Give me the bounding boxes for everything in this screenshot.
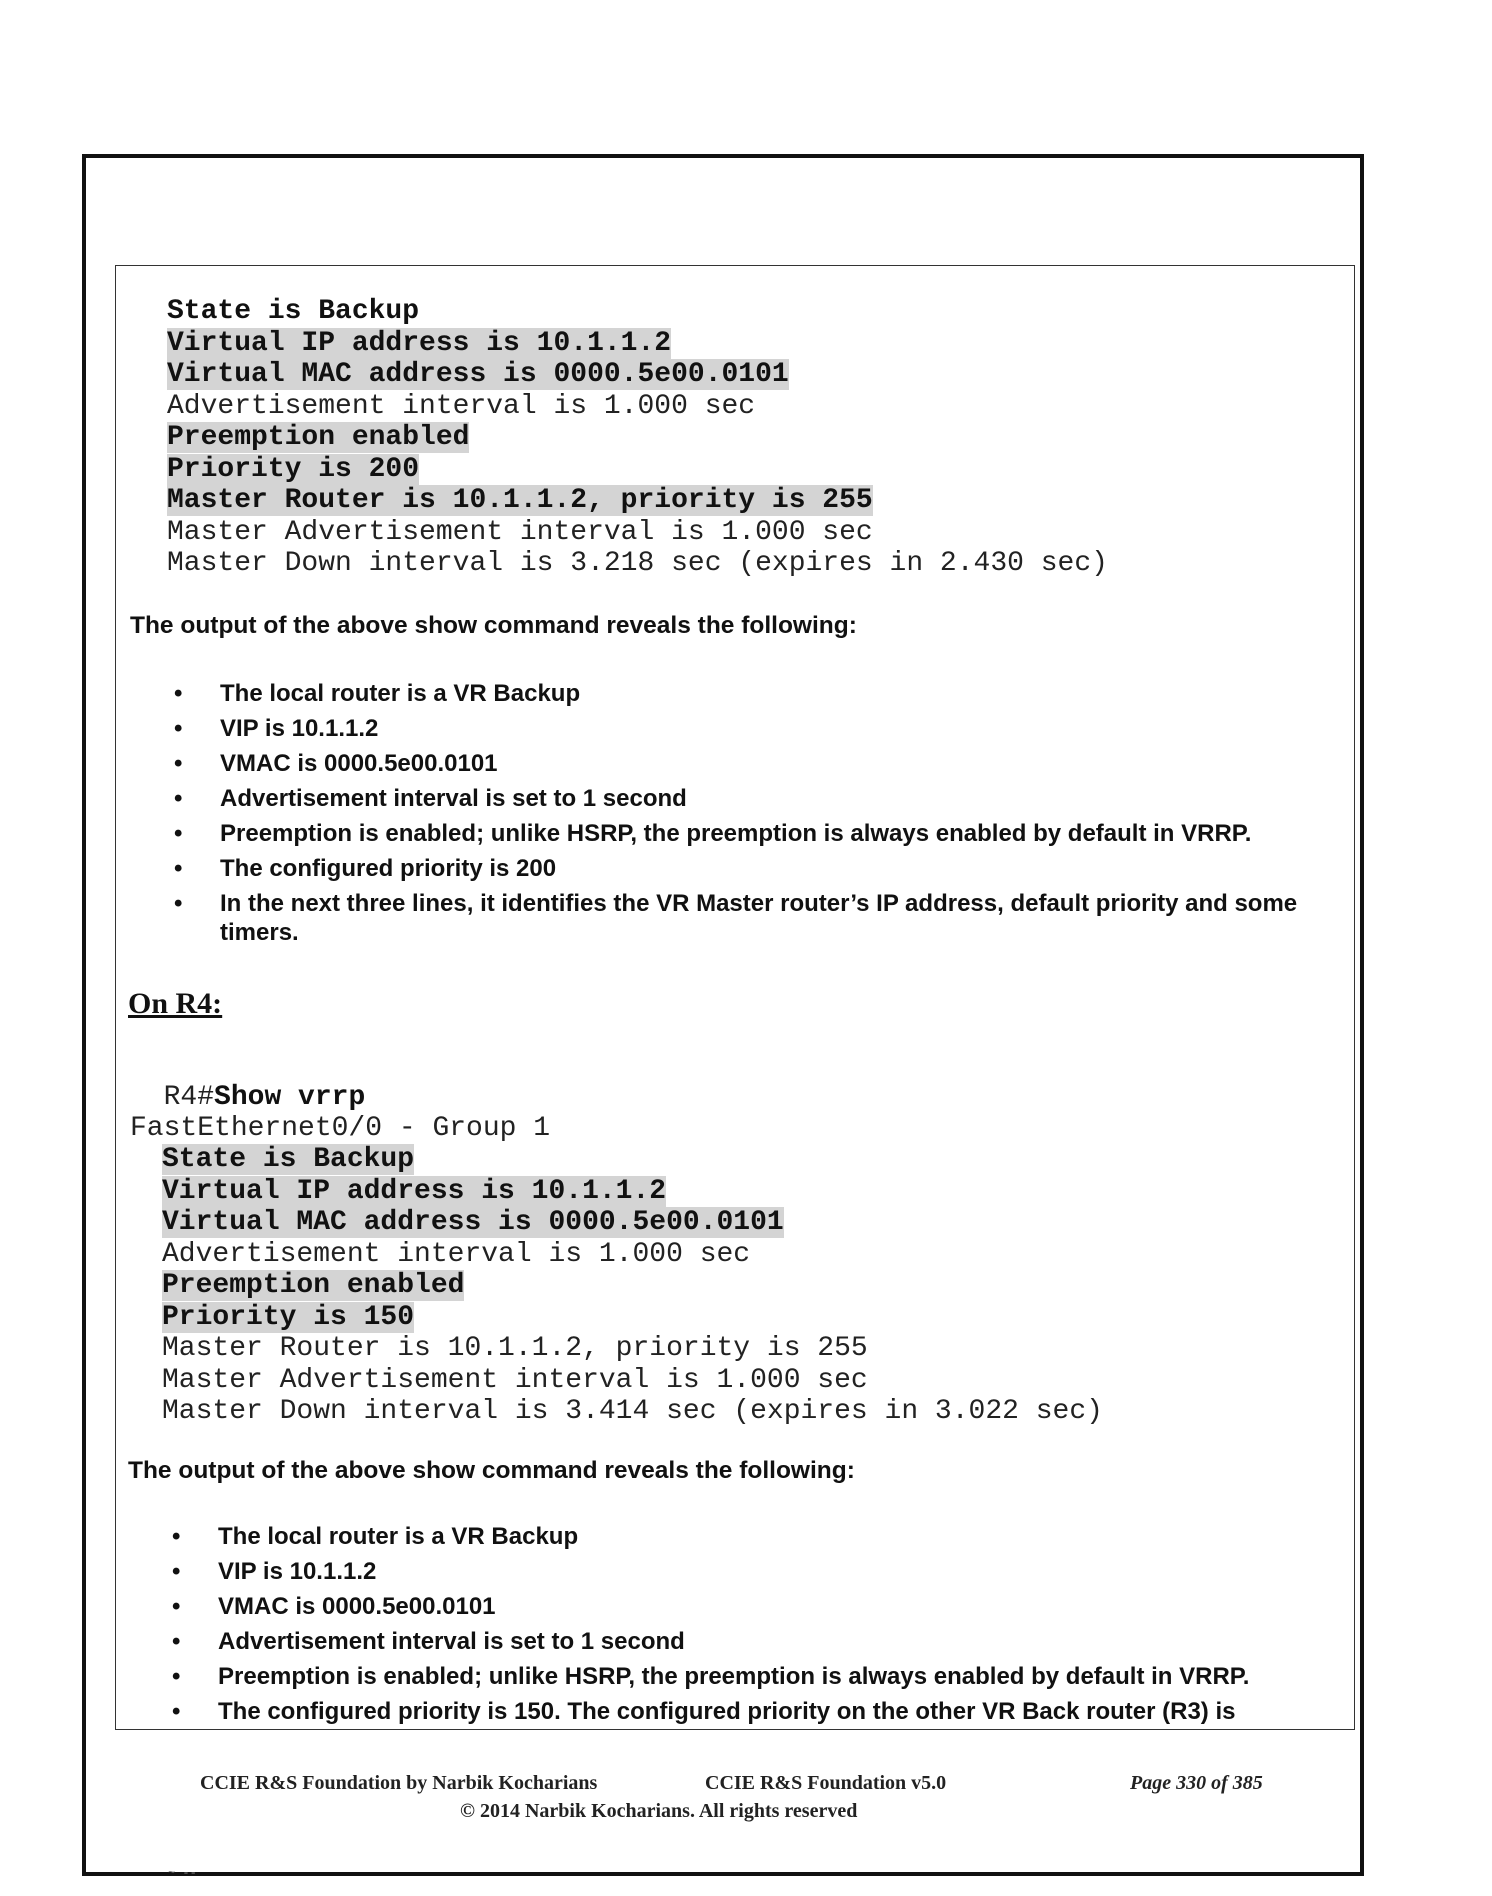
bullet-item: • The configured priority is 200 [174, 854, 1324, 883]
cli-line [167, 391, 1108, 423]
cli-line [162, 1302, 1103, 1334]
cli-line [162, 1396, 1103, 1428]
r4-command-line [130, 1050, 365, 1113]
cli-line-text: Master Advertisement interval is 1.000 sec [162, 1364, 868, 1396]
cli-line-text: Master Router is 10.1.1.2, priority is 255 [162, 1333, 868, 1364]
cli-line-text: State is Backup [162, 1144, 415, 1175]
bullet-item: • VIP is 10.1.1.2 [172, 1557, 1322, 1586]
cli-line-text: Virtual MAC address is 0000.5e00.0101 [162, 1207, 784, 1238]
cli-line-text: State is Backup [167, 296, 420, 327]
bullet-item: • VMAC is 0000.5e00.0101 [174, 749, 1324, 778]
cli-line [162, 1239, 1103, 1271]
cli-line [167, 422, 1108, 454]
cli-line-text: Master Advertisement interval is 1.000 sec [167, 516, 873, 548]
bullet-item: • Advertisement interval is set to 1 second [172, 1627, 1322, 1656]
bullet-item: • The local router is a VR Backup [174, 679, 1324, 708]
cli-line [167, 548, 1108, 580]
cli-line-text: Virtual IP address is 10.1.1.2 [167, 327, 672, 359]
bullet-item: • In the next three lines, it identifies the VR Master router’s IP address, default priority and some timers. [174, 889, 1324, 947]
bullet-item: • VIP is 10.1.1.2 [174, 714, 1324, 743]
cli-line-text: Master Router is 10.1.1.2, priority is 255 [167, 485, 873, 516]
bullet-item: • VMAC is 0000.5e00.0101 [172, 1592, 1322, 1621]
explanation-intro-2: The output of the above show command reveals the following: [128, 1457, 855, 1484]
explanation-list-2 [172, 1522, 1322, 1732]
explanation-list-1 [174, 679, 1324, 953]
cli-line-text: Virtual MAC address is 0000.5e00.0101 [167, 359, 789, 390]
cli-line-text: Priority is 200 [167, 453, 420, 485]
bullet-item: • The local router is a VR Backup [172, 1522, 1322, 1551]
scan-mark: ~ -- [168, 1866, 197, 1880]
cli-line-text: Preemption enabled [162, 1270, 465, 1301]
cli-output-r3 [167, 296, 1108, 580]
explanation-intro-1: The output of the above show command reveals the following: [130, 612, 857, 639]
cli-line [162, 1270, 1103, 1302]
cli-line [167, 328, 1108, 360]
cli-line-text: Master Down interval is 3.218 sec (expires in 2.430 sec) [167, 548, 1108, 579]
cli-line [162, 1365, 1103, 1397]
footer-left: CCIE R&S Foundation by Narbik Kocharians [200, 1772, 598, 1794]
r4-prompt: R4# [163, 1081, 215, 1113]
cli-line-text: Priority is 150 [162, 1301, 415, 1333]
cli-line [167, 517, 1108, 549]
bullet-item: • The configured priority is 150. The configured priority on the other VR Back router (R3) is [172, 1697, 1322, 1726]
footer-copyright: © 2014 Narbik Kocharians. All rights reserved [460, 1800, 858, 1822]
cli-line [162, 1144, 1103, 1176]
bullet-item: • Preemption is enabled; unlike HSRP, the preemption is always enabled by default in VRRP. [172, 1662, 1322, 1691]
cli-line [167, 296, 1108, 328]
footer-center: CCIE R&S Foundation v5.0 [705, 1772, 947, 1794]
cli-output-r4 [162, 1144, 1103, 1428]
cli-line [167, 359, 1108, 391]
cli-line-text: Preemption enabled [167, 422, 470, 453]
cli-line-text: Virtual IP address is 10.1.1.2 [162, 1175, 667, 1207]
cli-line-text: Advertisement interval is 1.000 sec [162, 1238, 751, 1270]
cli-line-text: Advertisement interval is 1.000 sec [167, 390, 756, 422]
cli-line [162, 1176, 1103, 1208]
bullet-item: • Advertisement interval is set to 1 second [174, 784, 1324, 813]
cli-line [167, 485, 1108, 517]
r4-command: Show vrrp [214, 1081, 366, 1113]
bullet-item: • Preemption is enabled; unlike HSRP, the preemption is always enabled by default in VRRP. [174, 819, 1324, 848]
cli-line [167, 454, 1108, 486]
cli-line-text: Master Down interval is 3.414 sec (expires in 3.022 sec) [162, 1396, 1103, 1427]
footer-page-number: Page 330 of 385 [1130, 1772, 1263, 1794]
cli-line [162, 1207, 1103, 1239]
cli-line [162, 1333, 1103, 1365]
r4-interface-line: FastEthernet0/0 - Group 1 [130, 1113, 551, 1144]
heading-on-r4: On R4: [128, 987, 223, 1020]
